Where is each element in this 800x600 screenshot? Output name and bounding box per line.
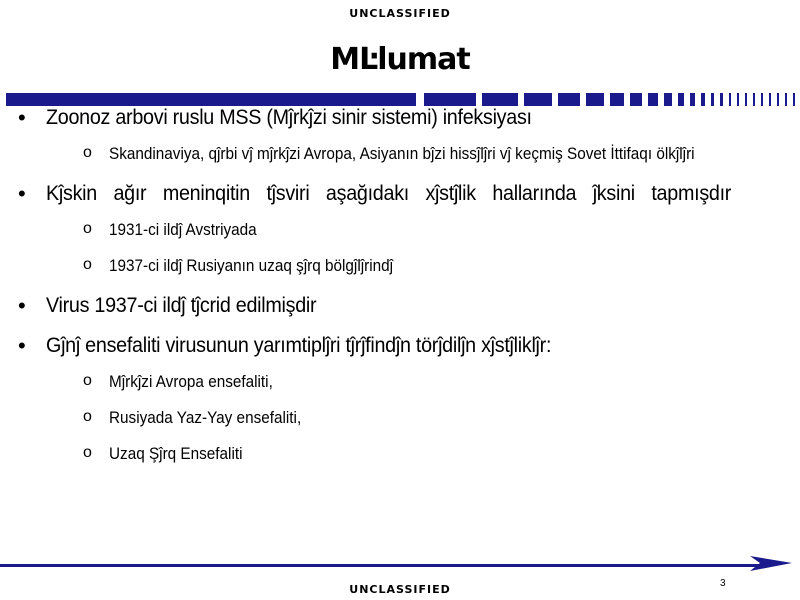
sub-bullet-circle-icon: o — [83, 372, 92, 389]
sub-bullet-circle-icon: o — [83, 444, 92, 461]
classification-footer: UNCLASSIFIED — [349, 583, 451, 596]
sub-bullet-circle-icon: o — [83, 144, 92, 161]
slide-title: MĿlumat — [330, 42, 470, 77]
bullet-text: Virus 1937-ci ildĵ tĵcrid edilmişdir — [46, 294, 317, 317]
sub-bullet-item — [46, 254, 774, 278]
sub-bullet-text: Skandinaviya, qĵrbi vĵ mĵrkĵzi Avropa, Asiyanın bĵzi hissĵlĵri vĵ keçmiş Sovet İttifaqı ölkĵlĵri — [109, 144, 695, 163]
sub-bullet-circle-icon: o — [83, 220, 92, 237]
sub-bullet-item — [46, 218, 774, 242]
sub-bullet-text: Mĵrkĵzi Avropa ensefaliti, — [109, 372, 273, 391]
bullet-item — [18, 180, 774, 278]
bullet-item — [18, 104, 774, 166]
sub-bullet-text: 1931-ci ildĵ Avstriyada — [109, 220, 257, 239]
sub-bullet-item — [46, 406, 774, 430]
bullet-text: Zoonoz arbovi ruslu MSS (Mĵrkĵzi sinir sistemi) infeksiyası — [46, 106, 532, 129]
bullet-text: Kĵskin ağır meninqitin tĵsviri aşağıdakı xĵstĵlik hallarında ĵksini tapmışdır — [46, 182, 732, 205]
sub-bullet-circle-icon: o — [83, 256, 92, 273]
sub-bullet-text: 1937-ci ildĵ Rusiyanın uzaq şĵrq bölgĵlĵrindĵ — [109, 256, 394, 275]
bullet-dot-icon: • — [18, 333, 26, 358]
bullet-text: Gĵnĵ ensefaliti virusunun yarımtiplĵri tĵrĵfindĵn törĵdilĵn xĵstĵliklĵr: — [46, 334, 552, 357]
sub-bullet-text: Rusiyada Yaz-Yay ensefaliti, — [109, 408, 302, 427]
bullet-dot-icon: • — [18, 181, 26, 206]
sub-bullet-text: Uzaq Şĵrq Ensefaliti — [109, 444, 243, 463]
sub-bullet-item — [46, 442, 774, 466]
sub-bullet-circle-icon: o — [83, 408, 92, 425]
bullet-item — [18, 332, 774, 466]
page-number: 3 — [720, 578, 726, 589]
sub-bullet-item — [46, 142, 774, 166]
slide-content — [18, 104, 774, 466]
classification-header: UNCLASSIFIED — [349, 7, 451, 20]
bullet-item — [18, 292, 774, 320]
sub-bullet-item — [46, 370, 774, 394]
bullet-dot-icon: • — [18, 293, 26, 318]
bullet-dot-icon: • — [18, 105, 26, 130]
footer-arrow-line — [0, 552, 800, 572]
